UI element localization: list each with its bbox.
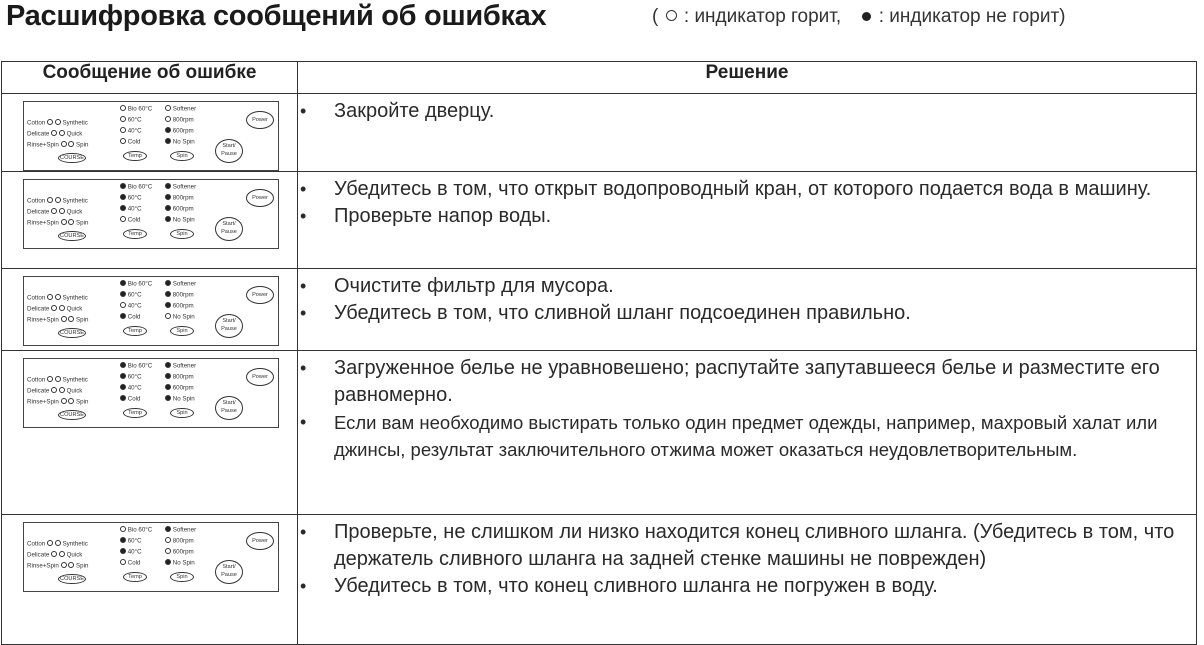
indicator-lamp-icon <box>120 537 126 543</box>
panel-label: Cotton <box>27 294 46 302</box>
solution-list <box>298 176 1196 230</box>
solution-item: • Если вам необходимо выстирать только один предмет одежды, например, махровый халат или джинсы, результат заключительного отжима может оказаться неудовлетворительным. <box>298 409 1196 463</box>
course-button: COURSE <box>58 328 86 338</box>
panel-label: Softener <box>172 526 197 534</box>
indicator-lamp-icon <box>51 387 57 393</box>
indicator-lamp-icon <box>51 130 57 136</box>
indicator-lamp-icon <box>61 316 67 322</box>
panel-label: 40°C <box>127 548 142 556</box>
panel-label: No Spin <box>172 313 195 321</box>
panel-label: Rinse+Spin <box>27 219 59 227</box>
solution-list <box>298 519 1196 600</box>
panel-label: 40°C <box>127 127 142 135</box>
table-row <box>2 515 1197 645</box>
indicator-lamp-icon <box>165 384 171 390</box>
indicator-lamp-icon <box>165 537 171 543</box>
panel-label: Softener <box>172 105 197 113</box>
solution-item: • Загруженное белье не уравновешено; распутайте запутавшееся белье и разместите его равномерно. <box>298 355 1196 409</box>
indicator-lamp-icon <box>61 141 67 147</box>
power-button: Power <box>246 111 274 129</box>
header-solution: Решение <box>298 62 1197 94</box>
panel-label: 600rpm <box>172 548 194 556</box>
solution-item: • Закройте дверцу. <box>298 98 1196 125</box>
panel-label: No Spin <box>172 216 195 224</box>
panel-label: Rinse+Spin <box>27 316 59 324</box>
page-title: Расшифровка сообщений об ошибках <box>6 0 547 32</box>
legend-open-paren: ( <box>652 6 659 27</box>
indicator-lamp-icon <box>120 362 126 368</box>
panel-label: Synthetic <box>62 119 88 127</box>
solution-list <box>298 98 1196 125</box>
panel-label: 800rpm <box>172 373 194 381</box>
indicator-lamp-icon <box>55 294 61 300</box>
course-button: COURSE <box>58 574 86 584</box>
indicator-lamp-icon <box>68 141 74 147</box>
pause-label: Pause <box>221 229 237 235</box>
start-label: Start/ <box>222 221 236 227</box>
panel-label: Synthetic <box>62 376 88 384</box>
panel-label: 600rpm <box>172 302 194 310</box>
pause-label: Pause <box>221 151 237 157</box>
pause-label: Pause <box>221 572 237 578</box>
control-panel-diagram <box>23 101 279 171</box>
table-row <box>2 269 1197 351</box>
start-label: Start/ <box>222 318 236 324</box>
indicator-lamp-icon <box>59 551 65 557</box>
indicator-lamp-icon <box>68 398 74 404</box>
indicator-lamp-icon <box>120 526 126 532</box>
panel-label: Cold <box>127 559 141 567</box>
spin-button: Spin <box>170 151 194 161</box>
panel-label: 800rpm <box>172 116 194 124</box>
panel-label: 800rpm <box>172 194 194 202</box>
panel-label: Bio 60°C <box>127 280 153 288</box>
temp-button: Temp <box>123 408 147 418</box>
solution-list <box>298 273 1196 327</box>
temp-button: Temp <box>123 151 147 161</box>
table-row <box>2 94 1197 172</box>
indicator-lamp-icon <box>68 562 74 568</box>
panel-label: Cold <box>127 138 141 146</box>
indicator-lamp-icon <box>165 127 171 133</box>
indicator-lamp-icon <box>165 302 171 308</box>
panel-label: Delicate <box>27 130 50 138</box>
control-panel-diagram <box>23 276 279 346</box>
table-body <box>2 94 1197 645</box>
solution-cell <box>298 515 1197 645</box>
indicator-lamp-icon <box>55 376 61 382</box>
panel-label: No Spin <box>172 559 195 567</box>
indicator-lamp-icon <box>120 216 126 222</box>
indicator-lamp-icon <box>51 208 57 214</box>
indicator-lamp-icon <box>165 548 171 554</box>
indicator-lamp-icon <box>59 305 65 311</box>
indicator-lamp-icon <box>120 194 126 200</box>
course-button: COURSE <box>58 410 86 420</box>
power-button: Power <box>246 286 274 304</box>
panel-label: Delicate <box>27 551 50 559</box>
indicator-lamp-icon <box>165 313 171 319</box>
solution-item: • Проверьте напор воды. <box>298 203 1196 230</box>
error-message-cell <box>2 515 298 645</box>
panel-label: 40°C <box>127 302 142 310</box>
indicator-on-icon <box>666 10 677 21</box>
header-message: Сообщение об ошибке <box>2 62 298 94</box>
spin-button: Spin <box>170 572 194 582</box>
indicator-lamp-icon <box>120 373 126 379</box>
start-label: Start/ <box>222 143 236 149</box>
panel-label: Quick <box>66 387 83 395</box>
panel-label: Rinse+Spin <box>27 141 59 149</box>
indicator-lamp-icon <box>165 194 171 200</box>
spin-button: Spin <box>170 408 194 418</box>
indicator-lamp-icon <box>165 205 171 211</box>
temp-button: Temp <box>123 572 147 582</box>
indicator-lamp-icon <box>165 395 171 401</box>
indicator-lamp-icon <box>51 551 57 557</box>
start-label: Start/ <box>222 564 236 570</box>
panel-label: Bio 60°C <box>127 105 153 113</box>
panel-label: No Spin <box>172 138 195 146</box>
panel-label: Synthetic <box>62 540 88 548</box>
indicator-lamp-icon <box>120 138 126 144</box>
start-pause-button <box>215 139 243 163</box>
panel-label: Softener <box>172 362 197 370</box>
indicator-lamp-icon <box>51 305 57 311</box>
indicator-lamp-icon <box>120 127 126 133</box>
solution-cell <box>298 94 1197 172</box>
start-label: Start/ <box>222 400 236 406</box>
panel-label: 60°C <box>127 291 142 299</box>
power-button: Power <box>246 189 274 207</box>
panel-label: Spin <box>76 398 89 406</box>
indicator-lamp-icon <box>120 205 126 211</box>
legend-on-text: : индикатор горит, <box>683 6 842 27</box>
indicator-lamp-icon <box>55 197 61 203</box>
panel-label: Spin <box>76 141 89 149</box>
panel-label: 60°C <box>127 194 142 202</box>
indicator-lamp-icon <box>165 138 171 144</box>
start-pause-button <box>215 560 243 584</box>
panel-label: Spin <box>76 562 89 570</box>
course-button: COURSE <box>58 231 86 241</box>
panel-label: Cotton <box>27 540 46 548</box>
indicator-lamp-icon <box>47 197 53 203</box>
panel-label: Spin <box>76 316 89 324</box>
panel-label: Synthetic <box>62 197 88 205</box>
indicator-lamp-icon <box>165 105 171 111</box>
solution-cell <box>298 172 1197 269</box>
indicator-lamp-icon <box>120 302 126 308</box>
indicator-lamp-icon <box>165 280 171 286</box>
indicator-lamp-icon <box>61 398 67 404</box>
indicator-lamp-icon <box>165 559 171 565</box>
indicator-lamp-icon <box>120 395 126 401</box>
indicator-lamp-icon <box>120 280 126 286</box>
indicator-lamp-icon <box>68 316 74 322</box>
panel-label: Delicate <box>27 208 50 216</box>
course-button: COURSE <box>58 153 86 163</box>
indicator-lamp-icon <box>47 540 53 546</box>
indicator-lamp-icon <box>165 362 171 368</box>
control-panel-diagram <box>23 179 279 249</box>
indicator-lamp-icon <box>120 313 126 319</box>
indicator-lamp-icon <box>120 291 126 297</box>
start-pause-button <box>215 396 243 420</box>
panel-label: Spin <box>76 219 89 227</box>
indicator-lamp-icon <box>120 559 126 565</box>
panel-label: 800rpm <box>172 537 194 545</box>
temp-button: Temp <box>123 326 147 336</box>
panel-label: Cold <box>127 216 141 224</box>
start-pause-button <box>215 314 243 338</box>
panel-label: Delicate <box>27 305 50 313</box>
indicator-lamp-icon <box>61 219 67 225</box>
pause-label: Pause <box>221 408 237 414</box>
table-row <box>2 172 1197 269</box>
panel-label: Cotton <box>27 119 46 127</box>
panel-label: 60°C <box>127 537 142 545</box>
panel-label: Cotton <box>27 197 46 205</box>
solution-item: • Проверьте, не слишком ли низко находится конец сливного шланга. (Убедитесь в том, что держатель сливного шланга на задней стенке машины не поврежден) <box>298 519 1196 573</box>
spin-button: Spin <box>170 229 194 239</box>
spin-button: Spin <box>170 326 194 336</box>
start-pause-button <box>215 217 243 241</box>
table-row <box>2 351 1197 515</box>
panel-label: Quick <box>66 551 83 559</box>
solution-item: • Убедитесь в том, что сливной шланг подсоединен правильно. <box>298 300 1196 327</box>
indicator-lamp-icon <box>47 294 53 300</box>
pause-label: Pause <box>221 326 237 332</box>
legend-off-text: : индикатор не горит) <box>878 6 1066 27</box>
power-button: Power <box>246 532 274 550</box>
indicator-lamp-icon <box>120 116 126 122</box>
panel-label: Quick <box>66 305 83 313</box>
solution-item: • Убедитесь в том, что открыт водопроводный кран, от которого подается вода в машину. <box>298 176 1196 203</box>
panel-label: Softener <box>172 280 197 288</box>
indicator-lamp-icon <box>47 119 53 125</box>
control-panel-diagram <box>23 522 279 592</box>
panel-label: Delicate <box>27 387 50 395</box>
indicator-lamp-icon <box>120 105 126 111</box>
panel-label: 800rpm <box>172 291 194 299</box>
indicator-lamp-icon <box>120 183 126 189</box>
indicator-lamp-icon <box>120 384 126 390</box>
indicator-lamp-icon <box>120 548 126 554</box>
error-message-cell <box>2 269 298 351</box>
solution-cell <box>298 269 1197 351</box>
error-table <box>1 61 1197 645</box>
indicator-lamp-icon <box>165 373 171 379</box>
panel-label: 60°C <box>127 373 142 381</box>
panel-label: Quick <box>66 208 83 216</box>
error-message-cell <box>2 172 298 269</box>
indicator-lamp-icon <box>59 387 65 393</box>
panel-label: 600rpm <box>172 127 194 135</box>
panel-label: Cold <box>127 313 141 321</box>
indicator-lamp-icon <box>68 219 74 225</box>
panel-label: Bio 60°C <box>127 362 153 370</box>
temp-button: Temp <box>123 229 147 239</box>
panel-label: Rinse+Spin <box>27 398 59 406</box>
indicator-lamp-icon <box>59 130 65 136</box>
panel-label: Cotton <box>27 376 46 384</box>
indicator-lamp-icon <box>165 526 171 532</box>
indicator-lamp-icon <box>59 208 65 214</box>
panel-label: No Spin <box>172 395 195 403</box>
indicator-off-icon <box>862 12 871 21</box>
indicator-lamp-icon <box>165 291 171 297</box>
panel-label: 600rpm <box>172 205 194 213</box>
indicator-lamp-icon <box>165 216 171 222</box>
indicator-legend <box>652 6 1066 28</box>
indicator-lamp-icon <box>165 183 171 189</box>
indicator-lamp-icon <box>61 562 67 568</box>
solution-list <box>298 355 1196 463</box>
error-message-cell <box>2 94 298 172</box>
panel-label: 40°C <box>127 384 142 392</box>
panel-label: Quick <box>66 130 83 138</box>
indicator-lamp-icon <box>47 376 53 382</box>
panel-label: Softener <box>172 183 197 191</box>
panel-label: Synthetic <box>62 294 88 302</box>
table-header-row <box>2 62 1197 94</box>
panel-label: 40°C <box>127 205 142 213</box>
panel-label: 600rpm <box>172 384 194 392</box>
control-panel-diagram <box>23 358 279 428</box>
error-message-cell <box>2 351 298 515</box>
indicator-lamp-icon <box>165 116 171 122</box>
panel-label: Rinse+Spin <box>27 562 59 570</box>
solution-item: • Очистите фильтр для мусора. <box>298 273 1196 300</box>
solution-cell <box>298 351 1197 515</box>
panel-label: Bio 60°C <box>127 183 153 191</box>
indicator-lamp-icon <box>55 119 61 125</box>
solution-item: • Убедитесь в том, что конец сливного шланга не погружен в воду. <box>298 573 1196 600</box>
panel-label: Bio 60°C <box>127 526 153 534</box>
panel-label: 60°C <box>127 116 142 124</box>
panel-label: Cold <box>127 395 141 403</box>
power-button: Power <box>246 368 274 386</box>
indicator-lamp-icon <box>55 540 61 546</box>
